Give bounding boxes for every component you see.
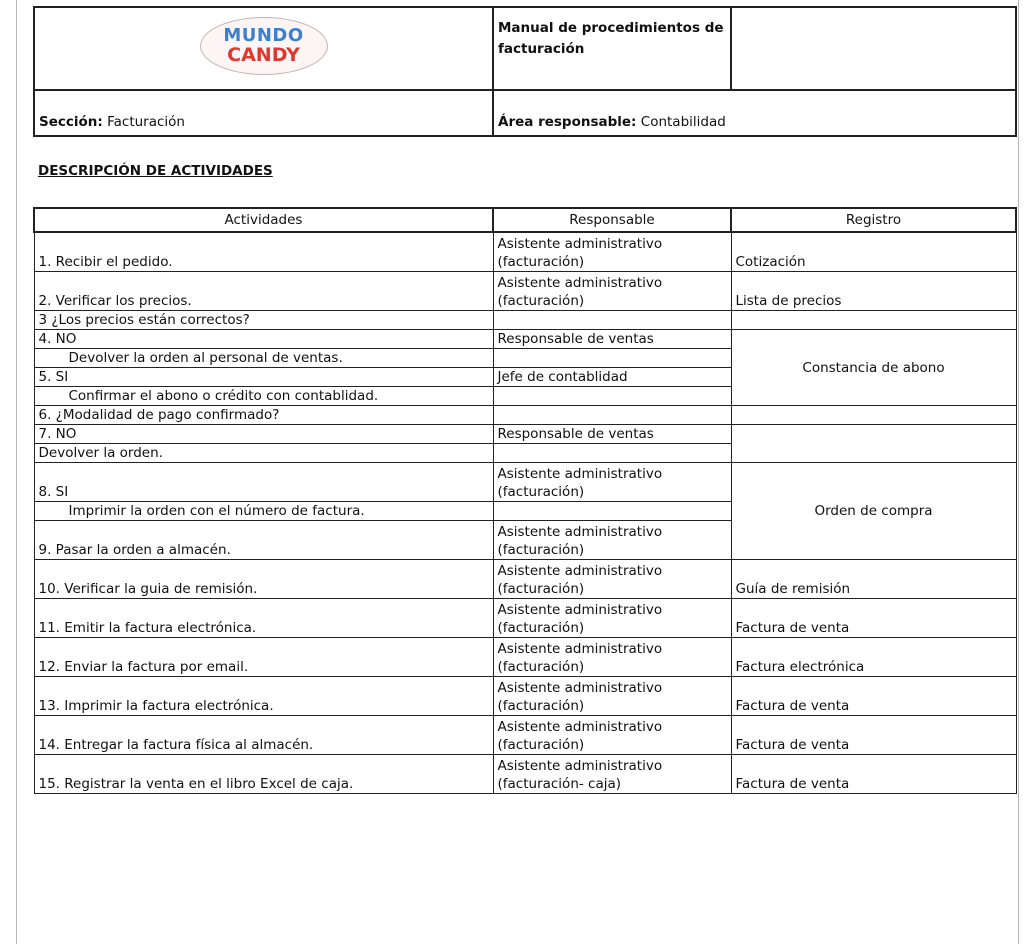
record-cell: Factura electrónica bbox=[731, 638, 1016, 677]
activity-cell: 3 ¿Los precios están correctos? bbox=[34, 311, 493, 330]
responsible-cell bbox=[493, 444, 731, 463]
responsible-cell: Asistente administrativo (facturación) bbox=[493, 599, 731, 638]
responsible-cell: Asistente administrativo (facturación) bbox=[493, 716, 731, 755]
responsible-cell: Responsable de ventas bbox=[493, 330, 731, 349]
table-row bbox=[34, 638, 1016, 677]
activity-cell: 8. SI bbox=[34, 463, 493, 502]
record-cell bbox=[731, 406, 1016, 425]
activity-cell: 9. Pasar la orden a almacén. bbox=[34, 521, 493, 560]
activity-cell: 6. ¿Modalidad de pago confirmado? bbox=[34, 406, 493, 425]
activity-cell: Confirmar el abono o crédito con contablidad. bbox=[34, 387, 493, 406]
activity-cell: 1. Recibir el pedido. bbox=[34, 232, 493, 272]
activity-cell: Imprimir la orden con el número de factura. bbox=[34, 502, 493, 521]
activity-cell: 5. SI bbox=[34, 368, 493, 387]
area-value: Contabilidad bbox=[640, 114, 726, 130]
record-cell bbox=[731, 425, 1016, 463]
column-header-record: Registro bbox=[731, 208, 1016, 232]
area-label: Área responsable: bbox=[498, 114, 637, 130]
activity-cell: 2. Verificar los precios. bbox=[34, 272, 493, 311]
table-row bbox=[34, 311, 1016, 330]
activity-cell: 14. Entregar la factura física al almacén. bbox=[34, 716, 493, 755]
table-row bbox=[34, 716, 1016, 755]
activity-cell: 7. NO bbox=[34, 425, 493, 444]
responsible-cell: Asistente administrativo (facturación) bbox=[493, 272, 731, 311]
activity-cell: Devolver la orden al personal de ventas. bbox=[34, 349, 493, 368]
responsible-cell: Asistente administrativo (facturación) bbox=[493, 521, 731, 560]
header-empty-cell bbox=[731, 7, 1016, 90]
record-cell: Lista de precios bbox=[731, 272, 1016, 311]
record-cell: Factura de venta bbox=[731, 677, 1016, 716]
table-row bbox=[34, 755, 1016, 794]
table-header-row bbox=[34, 208, 1016, 232]
logo-cell bbox=[34, 7, 493, 90]
activity-cell: 4. NO bbox=[34, 330, 493, 349]
table-row bbox=[34, 272, 1016, 311]
table-row bbox=[34, 406, 1016, 425]
document-header bbox=[33, 6, 1017, 137]
column-header-activities: Actividades bbox=[34, 208, 493, 232]
responsible-cell: Responsable de ventas bbox=[493, 425, 731, 444]
record-cell: Guía de remisión bbox=[731, 560, 1016, 599]
record-cell: Cotización bbox=[731, 232, 1016, 272]
responsible-cell: Asistente administrativo (facturación) bbox=[493, 638, 731, 677]
mundo-candy-logo: MUNDO CANDY bbox=[200, 17, 328, 75]
table-row bbox=[34, 463, 1016, 502]
activity-cell: 13. Imprimir la factura electrónica. bbox=[34, 677, 493, 716]
record-cell bbox=[731, 311, 1016, 330]
responsible-cell bbox=[493, 349, 731, 368]
responsible-cell: Asistente administrativo (facturación) bbox=[493, 560, 731, 599]
activity-cell: 11. Emitir la factura electrónica. bbox=[34, 599, 493, 638]
responsible-cell bbox=[493, 502, 731, 521]
right-gridline bbox=[1018, 0, 1019, 944]
responsible-cell: Asistente administrativo (facturación- caja) bbox=[493, 755, 731, 794]
record-cell-merged: Constancia de abono bbox=[731, 330, 1016, 406]
table-row bbox=[34, 677, 1016, 716]
table-row bbox=[34, 330, 1016, 349]
activity-cell: 12. Enviar la factura por email. bbox=[34, 638, 493, 677]
column-header-responsible: Responsable bbox=[493, 208, 731, 232]
activity-cell: Devolver la orden. bbox=[34, 444, 493, 463]
activity-cell: 10. Verificar la guia de remisión. bbox=[34, 560, 493, 599]
record-cell-merged: Orden de compra bbox=[731, 463, 1016, 560]
manual-title: Manual de procedimientos de facturación bbox=[493, 7, 731, 90]
responsible-cell bbox=[493, 406, 731, 425]
table-row bbox=[34, 425, 1016, 444]
responsible-cell: Asistente administrativo (facturación) bbox=[493, 232, 731, 272]
section-label: Sección: bbox=[39, 114, 103, 130]
left-gridline bbox=[16, 0, 17, 944]
table-row bbox=[34, 560, 1016, 599]
section-cell bbox=[34, 90, 493, 136]
responsible-cell: Jefe de contablidad bbox=[493, 368, 731, 387]
activities-table bbox=[33, 207, 1017, 794]
responsible-cell: Asistente administrativo (facturación) bbox=[493, 677, 731, 716]
area-cell bbox=[493, 90, 1016, 136]
record-cell: Factura de venta bbox=[731, 716, 1016, 755]
activity-cell: 15. Registrar la venta en el libro Excel de caja. bbox=[34, 755, 493, 794]
record-cell: Factura de venta bbox=[731, 599, 1016, 638]
description-heading: DESCRIPCIÓN DE ACTIVIDADES bbox=[38, 163, 273, 179]
section-value: Facturación bbox=[107, 114, 185, 130]
responsible-cell bbox=[493, 311, 731, 330]
table-row bbox=[34, 232, 1016, 272]
table-row bbox=[34, 599, 1016, 638]
record-cell: Factura de venta bbox=[731, 755, 1016, 794]
responsible-cell bbox=[493, 387, 731, 406]
responsible-cell: Asistente administrativo (facturación) bbox=[493, 463, 731, 502]
